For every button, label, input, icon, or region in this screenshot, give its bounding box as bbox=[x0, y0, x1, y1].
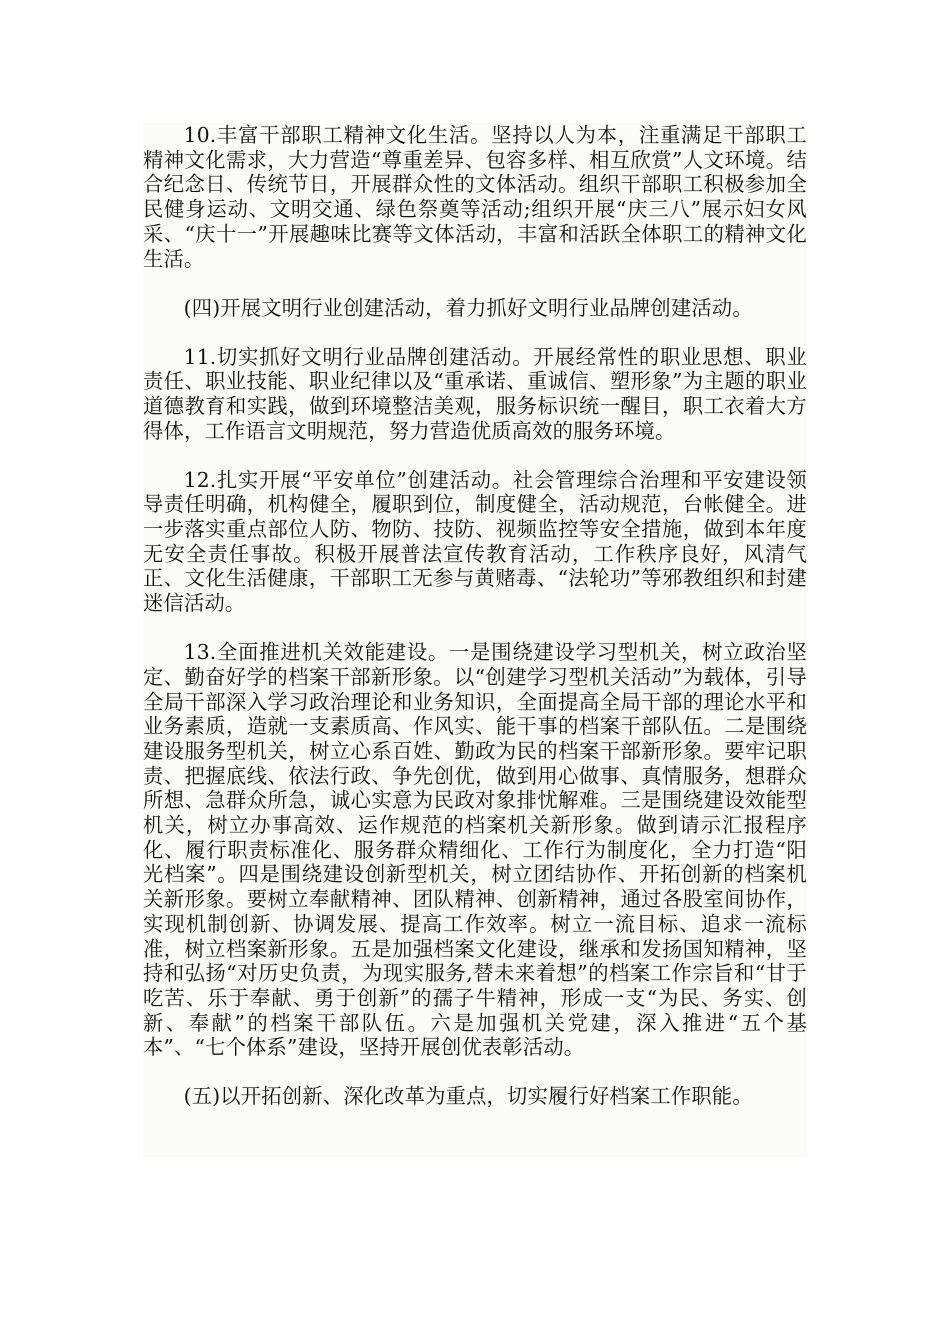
paragraph-12: 12.扎实开展“平安单位”创建活动。社会管理综合治理和平安建设领导责任明确，机构健全，履职到位，制度健全，活动规范，台帐健全。进一步落实重点部位人防、物防、技防、视频监控等安全措施，做到本年度无安全责任事故。积极开展普法宣传教育活动，工作秩序良好，风清气正、文化生活健康，干部职工无参与黄赌毒、“法轮功”等邪教组织和封建迷信活动。 bbox=[143, 467, 807, 616]
document-body bbox=[143, 123, 807, 1157]
paragraph-11: 11.切实抓好文明行业品牌创建活动。开展经常性的职业思想、职业责任、职业技能、职业纪律以及“重承诺、重诚信、塑形象”为主题的职业道德教育和实践，做到环境整洁美观，服务标识统一醒目，职工衣着大方得体，工作语言文明规范，努力营造优质高效的服务环境。 bbox=[143, 344, 807, 443]
section-heading-5: (五)以开拓创新、深化改革为重点，切实履行好档案工作职能。 bbox=[183, 1084, 753, 1109]
paragraph-13: 13.全面推进机关效能建设。一是围绕建设学习型机关，树立政治坚定、勤奋好学的档案干部新形象。以“创建学习型机关活动”为载体，引导全局干部深入学习政治理论和业务知识，全面提高全局干部的理论水平和业务素质，造就一支素质高、作风实、能干事的档案干部队伍。二是围绕建设服务型机关，树立心系百姓、勤政为民的档案干部新形象。要牢记职责、把握底线、依法行政、争先创优，做到用心做事、真情服务，想群众所想、急群众所急，诚心实意为民政对象排忧解难。三是围绕建设效能型机关，树立办事高效、运作规范的档案机关新形象。做到请示汇报程序化、履行职责标准化、服务群众精细化、工作行为制度化，全力打造“阳光档案”。四是围绕建设创新型机关，树立团结协作、开拓创新的档案机关新形象。要树立奉献精神、团队精神、创新精神，通过各股室间协作，实现机制创新、协调发展、提高工作效率。树立一流目标、追求一流标准，树立档案新形象。五是加强档案文化建设，继承和发扬国知精神，坚持和弘扬“对历史负责，为现实服务,替未来着想”的档案工作宗旨和“甘于吃苦、乐于奉献、勇于创新”的孺子牛精神，形成一支“为民、务实、创新、奉献”的档案干部队伍。六是加强机关党建，深入推进“五个基本”、“七个体系”建设，坚持开展创优表彰活动。 bbox=[143, 640, 807, 1060]
paragraph-10: 10.丰富干部职工精神文化生活。坚持以人为本，注重满足干部职工精神文化需求，大力营造“尊重差异、包容多样、相互欣赏”人文环境。结合纪念日、传统节日，开展群众性的文体活动。组织干部职工积极参加全民健身运动、文明交通、绿色祭奠等活动;组织开展“庆三八”展示妇女风采、“庆十一”开展趣味比赛等文体活动，丰富和活跃全体职工的精神文化生活。 bbox=[143, 123, 807, 271]
section-heading-4: (四)开展文明行业创建活动，着力抓好文明行业品牌创建活动。 bbox=[183, 295, 753, 320]
